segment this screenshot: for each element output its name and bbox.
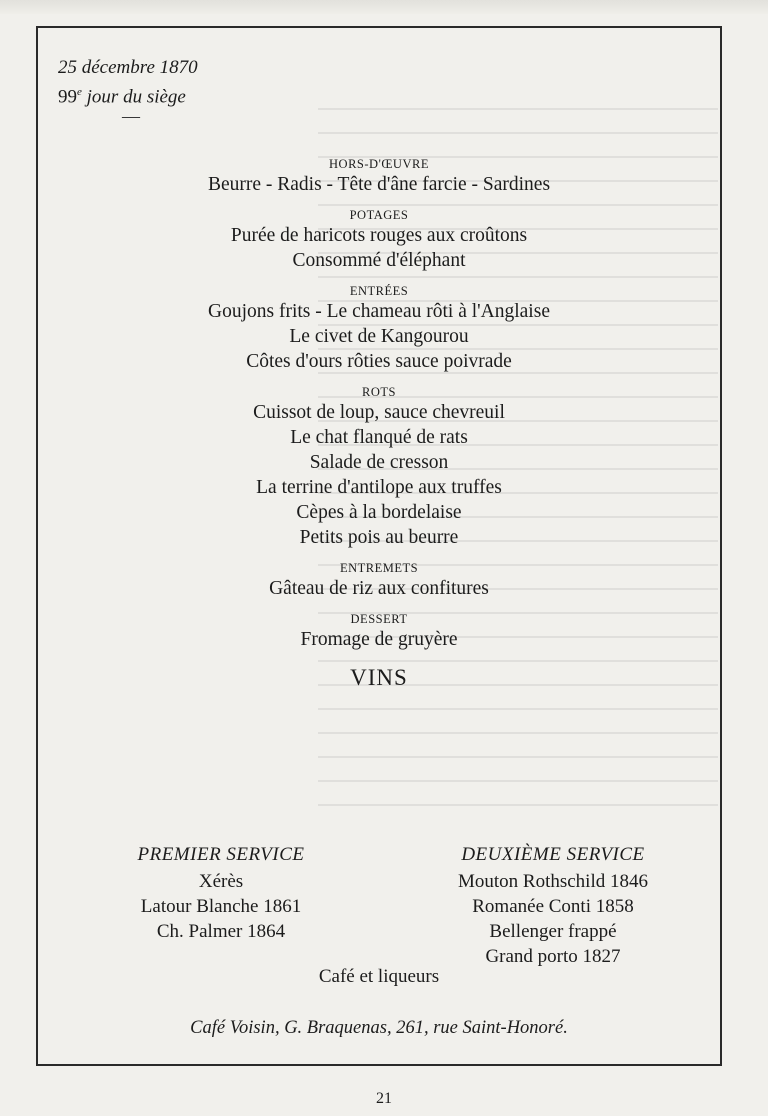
coffee-line: Café et liqueurs: [318, 966, 440, 987]
restaurant-address: Café Voisin, G. Braquenas, 261, rue Saint-Honoré.: [190, 1018, 568, 1038]
wine-item: Latour Blanche 1861: [140, 896, 302, 917]
menu-item: Purée de haricots rouges aux croûtons: [230, 225, 528, 246]
dateline-dash: —: [122, 106, 140, 126]
menu-item: Cuissot de loup, sauce chevreuil: [253, 402, 505, 423]
section-heading: ENTREMETS: [339, 561, 419, 575]
day-number: 99: [58, 86, 77, 108]
menu-item: Cèpes à la bordelaise: [296, 502, 462, 523]
page-number: 21: [376, 1090, 392, 1107]
dateline: [58, 56, 198, 109]
day-suffix: e: [77, 86, 82, 98]
menu-item: Consommé d'éléphant: [292, 250, 466, 271]
menu-item: La terrine d'antilope aux truffes: [256, 477, 502, 498]
menu-item: Le civet de Kangourou: [289, 326, 469, 347]
wines-title: VINS: [350, 665, 408, 690]
menu-item: Gâteau de riz aux confitures: [269, 578, 489, 599]
menu-item: Salade de cresson: [309, 452, 449, 473]
deuxieme-service-header: DEUXIÈME SERVICE: [461, 844, 645, 865]
section-heading: ENTRÉES: [349, 284, 409, 298]
premier-service: [116, 842, 326, 944]
menu-item: Fromage de gruyère: [300, 629, 458, 650]
wine-item: Mouton Rothschild 1846: [457, 871, 648, 892]
section-heading: POTAGES: [349, 208, 409, 222]
deuxieme-service: [433, 842, 673, 969]
premier-service-header: PREMIER SERVICE: [137, 844, 305, 865]
wine-item: Romanée Conti 1858: [472, 896, 634, 917]
wine-item: Ch. Palmer 1864: [156, 921, 286, 942]
day-label: jour du siège: [86, 86, 186, 108]
date: 25 décembre 1870: [58, 57, 198, 78]
wine-item: Xérès: [198, 871, 244, 892]
page-top-edge: [0, 0, 768, 14]
section-heading: ROTS: [362, 385, 396, 399]
menu-item: Beurre - Radis - Tête d'âne farcie - Sardines: [207, 174, 551, 195]
menu-list: [38, 156, 720, 692]
siege-day: [58, 80, 198, 109]
wine-item: Grand porto 1827: [485, 946, 621, 967]
menu-item: Petits pois au beurre: [299, 527, 459, 548]
menu-item: Le chat flanqué de rats: [290, 427, 468, 448]
menu-frame: [36, 26, 722, 1066]
section-heading: HORS-D'ŒUVRE: [329, 157, 429, 171]
section-heading: DESSERT: [350, 612, 408, 626]
menu-item: Côtes d'ours rôties sauce poivrade: [246, 351, 512, 372]
wine-item: Bellenger frappé: [489, 921, 617, 942]
menu-item: Goujons frits - Le chameau rôti à l'Anglaise: [208, 301, 550, 322]
